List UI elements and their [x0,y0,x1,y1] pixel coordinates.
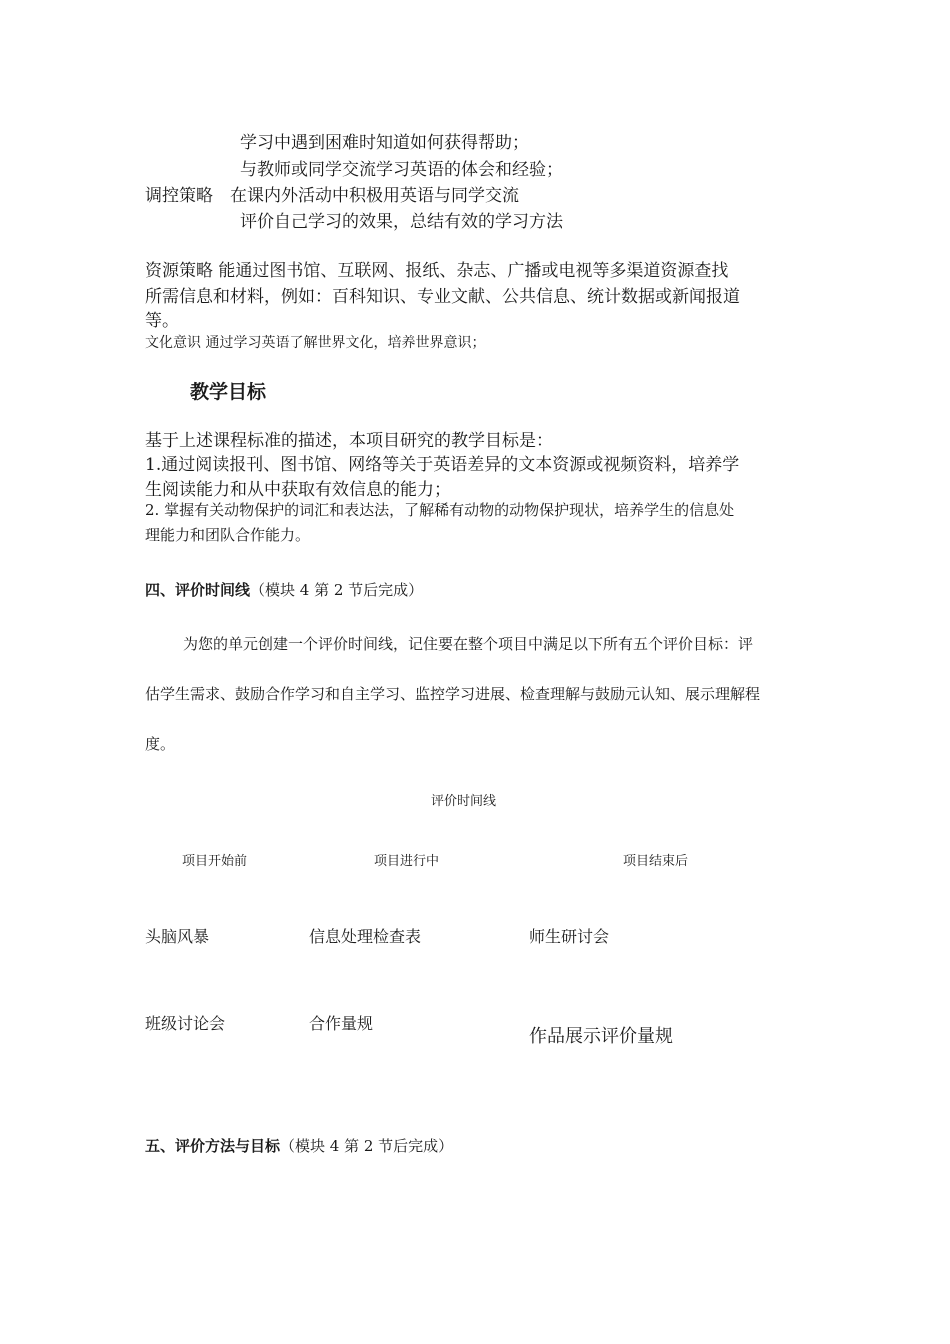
resource-strategy-line-1: 资源策略 能通过图书馆、互联网、报纸、杂志、广播或电视等多渠道资源查找 [145,261,729,281]
culture-awareness: 文化意识 通过学习英语了解世界文化，培养世界意识； [145,335,486,351]
control-strategy-label: 调控策略 [145,186,213,206]
section-4-paragraph-line-1: 为您的单元创建一个评价时间线，记住要在整个项目中满足以下所有五个评价目标：评 [183,635,754,653]
timeline-item-cooperation-rubric: 合作量规 [309,1014,374,1033]
timeline-item-brainstorm: 头脑风暴 [145,927,210,946]
section-5-title: 五、评价方法与目标 [145,1137,281,1155]
teaching-goals-heading: 教学目标 [190,381,267,403]
section-4-title: 四、评价时间线 [145,581,251,599]
goal-2-line-1: 2. 掌握有关动物保护的词汇和表达法，了解稀有动物的动物保护现状，培养学生的信息处 [145,501,735,519]
goal-2-line-2: 理能力和团队合作能力。 [145,526,311,544]
strategy-line-evaluate: 评价自己学习的效果，总结有效的学习方法 [240,212,563,232]
section-5-heading [145,1135,453,1156]
goal-1-line-2: 生阅读能力和从中获取有效信息的能力； [145,480,451,500]
timeline-phase-before: 项目开始前 [182,854,248,869]
timeline-item-work-rubric: 作品展示评价量规 [529,1026,673,1047]
strategy-line-communicate: 与教师或同学交流学习英语的体会和经验； [240,160,563,180]
goal-1-line-1: 1.通过阅读报刊、图书馆、网络等关于英语差异的文本资源或视频资料，培养学 [145,455,740,475]
strategy-line-activities: 在课内外活动中积极用英语与同学交流 [230,186,519,206]
timeline-title: 评价时间线 [431,794,497,809]
resource-strategy-line-2: 所需信息和材料，例如：百科知识、专业文献、公共信息、统计数据或新闻报道 [145,287,740,307]
section-4-heading [145,579,423,600]
timeline-item-seminar: 师生研讨会 [529,927,610,946]
timeline-item-checklist: 信息处理检查表 [309,927,422,946]
resource-strategy-line-3: 等。 [145,311,179,331]
strategy-line-help: 学习中遇到困难时知道如何获得帮助； [240,133,529,153]
goals-intro: 基于上述课程标准的描述，本项目研究的教学目标是： [145,431,553,451]
timeline-phase-during: 项目进行中 [374,854,440,869]
timeline-phase-after: 项目结束后 [623,854,689,869]
section-5-note: （模块 4 第 2 节后完成） [280,1137,454,1155]
section-4-note: （模块 4 第 2 节后完成） [250,581,424,599]
section-4-paragraph-line-2: 估学生需求、鼓励合作学习和自主学习、监控学习进展、检查理解与鼓励元认知、展示理解程 [145,685,761,703]
timeline-item-class-discussion: 班级讨论会 [145,1014,226,1033]
section-4-paragraph-line-3: 度。 [145,735,176,753]
